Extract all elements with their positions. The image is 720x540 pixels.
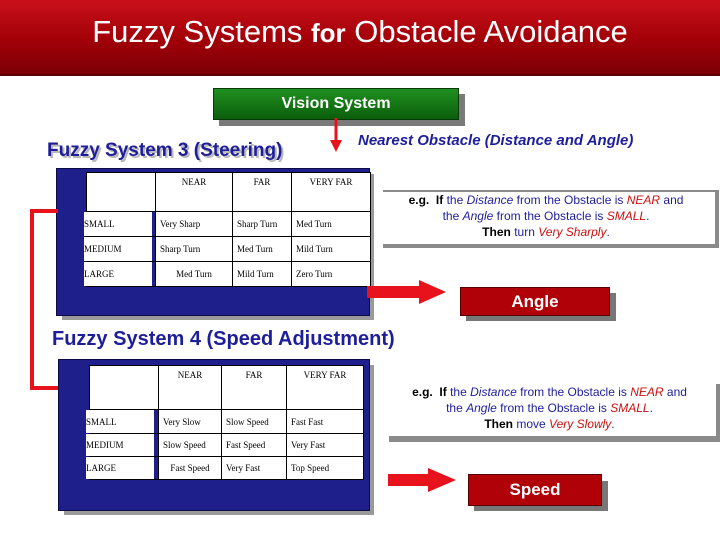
column-header: FAR [222,366,287,410]
row-header: LARGE [84,262,153,287]
vision-system-box: Vision System [213,88,459,120]
table-cell: Zero Turn [292,262,371,287]
table-cell: Sharp Turn [156,237,233,262]
table-cell: Very Fast [222,457,287,480]
table-cell: Sharp Turn [233,212,292,237]
angle-output-box: Angle [460,287,610,316]
table-cell: Very Slow [159,410,222,434]
table-cell: Med Turn [292,212,371,237]
row-header: SMALL [86,410,155,434]
table-cell: Med Turn [156,262,233,287]
table-cell: Fast Fast [287,410,364,434]
table-corner [90,366,159,410]
row-header: LARGE [86,457,155,480]
table-cell: Mild Turn [233,262,292,287]
system3-heading: Fuzzy System 3 (Steering) [47,140,283,161]
row-header: MEDIUM [86,434,155,457]
table-cell: Med Turn [233,237,292,262]
table-cell: Mild Turn [292,237,371,262]
column-header: NEAR [159,366,222,410]
column-header: VERY FAR [287,366,364,410]
column-header: NEAR [156,173,233,212]
table-cell: Fast Speed [222,434,287,457]
row-header: MEDIUM [84,237,153,262]
column-header: FAR [233,173,292,212]
table-cell: Top Speed [287,457,364,480]
table-cell: Very Fast [287,434,364,457]
table-cell: Slow Speed [222,410,287,434]
row-header: SMALL [84,212,153,237]
system4-heading: Fuzzy System 4 (Speed Adjustment) [52,328,395,350]
column-header: VERY FAR [292,173,371,212]
table-cell: Slow Speed [159,434,222,457]
table-cell: Fast Speed [159,457,222,480]
speed-output-box: Speed [468,474,602,506]
system4-rule-table [86,365,364,480]
slide-title: Fuzzy Systems for Obstacle Avoidance [92,14,628,49]
system3-example-box: e.g. If the Distance from the Obstacle is NEAR and the Angle from the Obstacle is SMALL. Then turn Very Sharply. [377,192,715,244]
table-cell: Very Sharp [156,212,233,237]
system4-example-box: e.g. If the Distance from the Obstacle is NEAR and the Angle from the Obstacle is SMALL. Then move Very Slowly. [383,384,716,436]
nearest-obstacle-label: Nearest Obstacle (Distance and Angle) [358,132,634,149]
